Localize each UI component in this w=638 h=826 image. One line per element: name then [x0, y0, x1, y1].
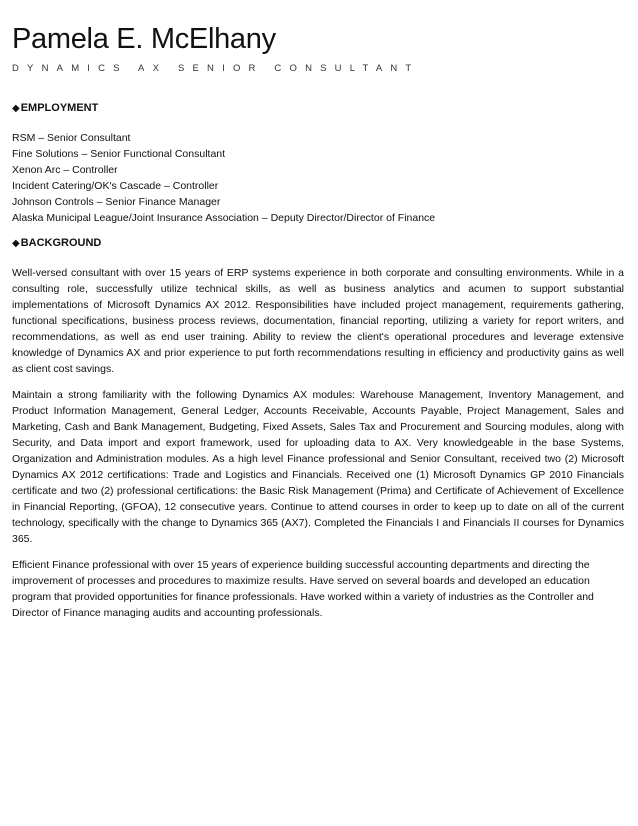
- diamond-bullet-icon: ◆: [12, 238, 20, 249]
- background-heading-label: BACKGROUND: [20, 237, 102, 249]
- candidate-name: Pamela E. McElhany: [12, 23, 276, 55]
- background-paragraph: Well-versed consultant with over 15 years of ERP systems experience in both corporate and consulting environments. While in a consulting role, successfully utilize technical skills, as well as business analytics and acumen to support substantial implementations of Microsoft Dynamics AX 2012. Responsibilities have included project management, requirements gathering, functional specifications, business process reviews, documentation, financial reporting, utilizing a variety for report writers, and recommendations, as well as end user training. Ability to review the client's operational procedures and leverage extensive knowledge of Dynamics AX and prior experience to put forth recommendations resulting in efficiency and productivity gains as well as client cost savings.: [12, 267, 624, 375]
- resume-page: [12, 22, 624, 621]
- employment-heading-label: EMPLOYMENT: [20, 102, 99, 114]
- background-paragraph: Efficient Finance professional with over 15 years of experience building successful accounting departments and directing the improvement of processes and procedures to maximize results. Have served on several boards and developed an education program that provided opportunities for finance professionals. Have worked within a variety of industries as the Controller and Director of Finance managing audits and accounting professionals.: [12, 559, 594, 619]
- employment-item: Fine Solutions – Senior Functional Consultant: [12, 148, 226, 160]
- background-heading: [12, 236, 624, 251]
- employment-item: Xenon Arc – Controller: [12, 164, 118, 176]
- employment-item: Incident Catering/OK's Cascade – Controller: [12, 180, 219, 192]
- job-title-subtitle: DYNAMICS AX SENIOR CONSULTANT: [12, 63, 420, 74]
- employment-heading: [12, 101, 624, 116]
- employment-item: Alaska Municipal League/Joint Insurance Association – Deputy Director/Director of Finance: [12, 212, 436, 224]
- background-paragraph: Maintain a strong familiarity with the following Dynamics AX modules: Warehouse Management, Inventory Management, and Product Information Management, General Ledger, Accounts Receivable, Accounts Payable, Project Management, Sales and Marketing, Cash and Bank Management, Budgeting, Fixed Assets, Sales Tax and Procurement and Sourcing modules, along with Security, and Data import and export framework, used for uploading data to AX. Very knowledgeable in the base Systems, Organization and Administration modules. As a high level Finance professional and Senior Consultant, received two (2) Microsoft Dynamics AX 2012 certifications: Trade and Logistics and Financials. Received one (1) Microsoft Dynamics GP 2010 Financials certificate and two (2) professional certifications: the Basic Risk Management (Prima) and Certificate of Achievement of Excellence in Financial Reporting, (GFOA), 12 consecutive years. Continue to attend courses in order to keep up to date on all of the current technology, specifically with the change to Dynamics 365 (AX7). Completed the Financials I and Financials II courses for Dynamics 365.: [12, 389, 624, 545]
- employment-item: Johnson Controls – Senior Finance Manager: [12, 196, 221, 208]
- employment-item: RSM – Senior Consultant: [12, 132, 131, 144]
- diamond-bullet-icon: ◆: [12, 103, 20, 114]
- employment-list: [12, 130, 624, 226]
